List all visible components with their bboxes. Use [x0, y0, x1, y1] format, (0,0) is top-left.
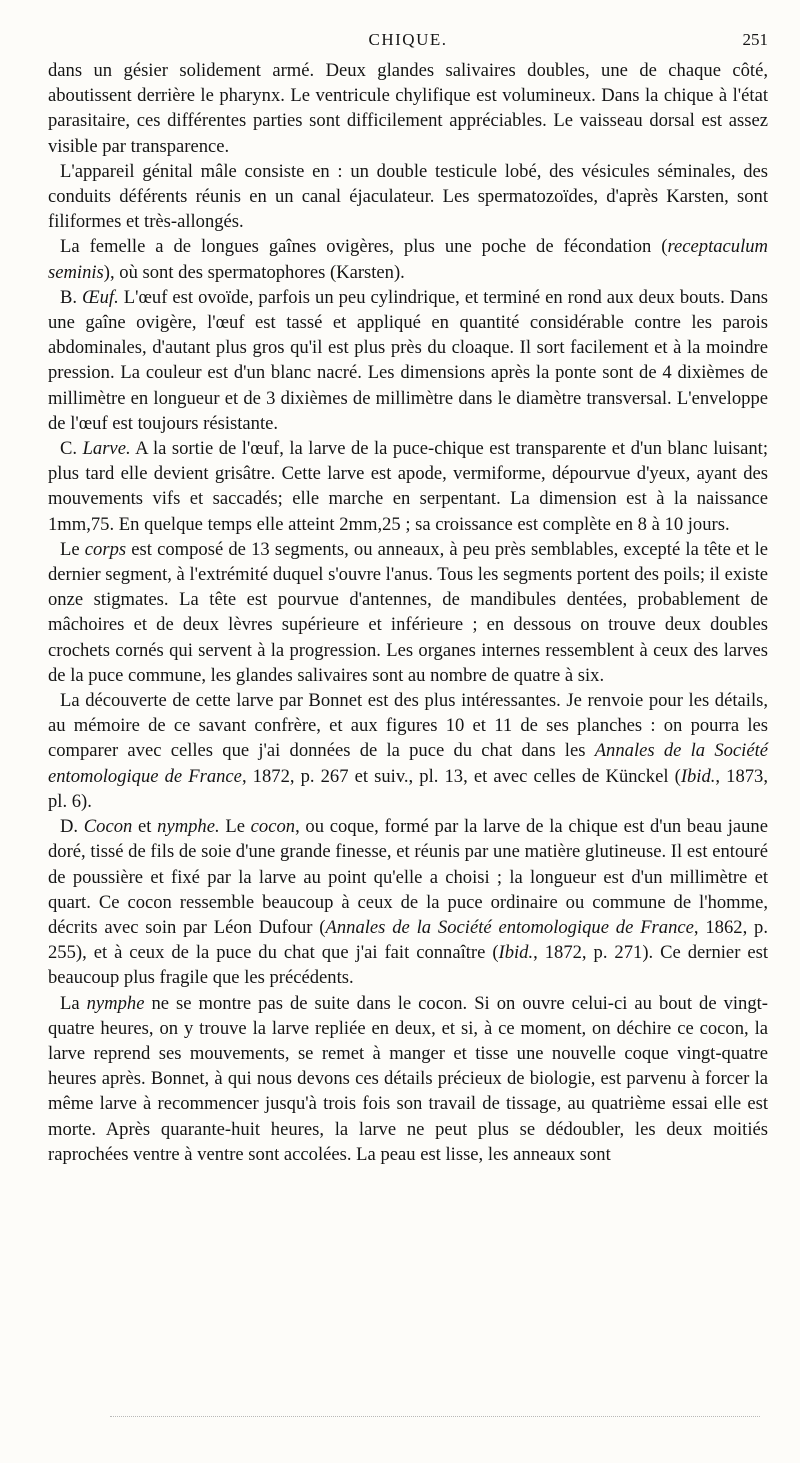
paragraph: [48, 159, 768, 235]
text-run: ne se montre pas de suite dans le cocon. Si on ouvre celui-ci au bout de vingt-quatre heures, on y trouve la larve repliée en deux, et si, à ce moment, on déchire ce cocon, la larve reprend ses mouvements, se remet à manger et tisse une nouvelle coque vingt-quatre heures après. Bonnet, à qui nous devons ces détails précieux de biologie, est parvenu à forcer la même larve à recommencer jusqu'à trois fois son travail de tissage, au quatrième essai elle est morte. Après quarante-huit heures, la larve ne peut plus se dédoubler, les deux moitiés raprochées ventre à ventre sont accolées. La peau est lisse, les anneaux sont: [48, 992, 768, 1165]
text-run: D.: [60, 816, 84, 838]
body-text: [48, 58, 768, 1167]
italic-text: nymphe: [86, 992, 145, 1014]
text-run: B.: [60, 286, 83, 308]
italic-text: Annales de la Société entomologique de France: [48, 740, 769, 787]
text-run: dans un gésier solidement armé. Deux glandes salivaires doubles, une de chaque côté, aboutissent derrière le pharynx. Le ventricule chylifique est volumineux. Dans la chique à l'état parasitaire, ces différentes parties sont difficilement appréciables. Le vaisseau dorsal est assez visible par transparence.: [48, 60, 768, 157]
paragraph: [48, 814, 768, 990]
italic-text: Cocon: [83, 816, 133, 838]
paragraph: [48, 537, 768, 688]
text-run: La découverte de cette larve par Bonnet est des plus intéressantes. Je renvoie pour les détails, au mémoire de ce savant confrère, et aux figures 10 et 11 de ses planches : on pourra les comparer avec celles que j'ai données de la puce du chat dans les: [48, 690, 768, 762]
text-run: La femelle a de longues gaînes ovigères, plus une poche de fécondation (: [60, 236, 668, 258]
paragraph: [48, 688, 768, 814]
running-title: CHIQUE.: [368, 30, 448, 49]
text-run: , 1862, p. 255), et à ceux de la puce du chat que j'ai fait connaître (: [48, 916, 768, 964]
footer-rule: [110, 1416, 760, 1417]
page: [48, 30, 768, 1167]
paragraph: [48, 285, 768, 436]
italic-text: Ibid.: [498, 942, 534, 964]
paragraph: [48, 991, 768, 1167]
text-run: L'œuf est ovoïde, parfois un peu cylindrique, et terminé en rond aux deux bouts. Dans une gaîne ovigère, l'œuf est tassé et appliqué en quantité considérable contre les parois abdominales, d'autant plus gros qu'il est plus près du cloaque. Il sort facilement et à la moindre pression. La couleur est d'un blanc nacré. Les dimensions après la ponte sont de 4 dixièmes de millimètre en longueur et de 3 dixièmes de millimètre dans le diamètre transversal. L'enveloppe de l'œuf est toujours résistante.: [48, 286, 768, 434]
paragraph: [48, 58, 768, 159]
text-run: Le: [219, 816, 251, 838]
italic-text: corps: [84, 538, 127, 560]
page-header: [48, 30, 768, 52]
text-run: et: [132, 816, 158, 838]
text-run: est composé de 13 segments, ou anneaux, à peu près semblables, excepté la tête et le dernier segment, à l'extrémité duquel s'ouvre l'anus. Tous les segments portent des poils; il existe onze stigmates. La tête est pourvue d'antennes, de mandibules dentées, probablement de mâchoires et de deux lèvres supérieure et inférieure ; en dessous on trouve deux doubles crochets cornés qui servent à la progression. Les organes internes ressemblent à ceux des larves de la puce commune, les glandes salivaires sont au nombre de quatre à six.: [48, 538, 769, 686]
page-number: 251: [742, 30, 768, 49]
paragraph: [48, 436, 768, 537]
italic-text: nymphe.: [157, 816, 220, 838]
text-run: Le: [60, 538, 85, 560]
italic-text: Annales de la Société entomologique de France: [325, 916, 694, 938]
italic-text: Ibid.: [680, 765, 716, 787]
italic-text: receptaculum seminis: [48, 236, 768, 283]
italic-text: Œuf.: [82, 286, 119, 308]
text-run: L'appareil génital mâle consiste en : un double testicule lobé, des vésicules séminales, des conduits déférents réunis en un canal éjaculateur. Les spermatozoïdes, d'après Karsten, sont filiformes et très-allongés.: [48, 160, 768, 233]
text-run: La: [60, 992, 87, 1014]
text-run: , 1873, pl. 6).: [48, 765, 768, 812]
text-run: A la sortie de l'œuf, la larve de la puce-chique est transparente et d'un blanc luisant; plus tard elle devient grisâtre. Cette larve est apode, vermiforme, dépourvue d'yeux, ayant des mouvements vifs et saccadés; elle marche en serpentant. La dimension est à la naissance 1mm,75. En quelque temps elle atteint 2mm,25 ; sa croissance est complète en 8 à 10 jours.: [48, 438, 768, 535]
text-run: , ou coque, formé par la larve de la chique est d'un beau jaune doré, tissé de fils de soie d'une grande finesse, et réunis par une matière glutineuse. Il est entouré de poussière et fixé par la larve au point qu'elle a choisi ; la longueur est d'un millimètre et quart. Ce cocon ressemble beaucoup à ceux de la puce ordinaire ou commune de l'homme, décrits avec soin par Léon Dufour (: [48, 816, 768, 938]
italic-text: Larve.: [82, 438, 131, 460]
paragraph: [48, 234, 768, 284]
italic-text: cocon: [250, 816, 296, 838]
text-run: C.: [60, 438, 83, 460]
text-run: , 1872, p. 267 et suiv., pl. 13, et avec celles de Künckel (: [241, 765, 681, 787]
text-run: , 1872, p. 271). Ce dernier est beaucoup plus fragile que les précédents.: [48, 942, 768, 989]
text-run: ), où sont des spermatophores (Karsten).: [103, 261, 405, 283]
